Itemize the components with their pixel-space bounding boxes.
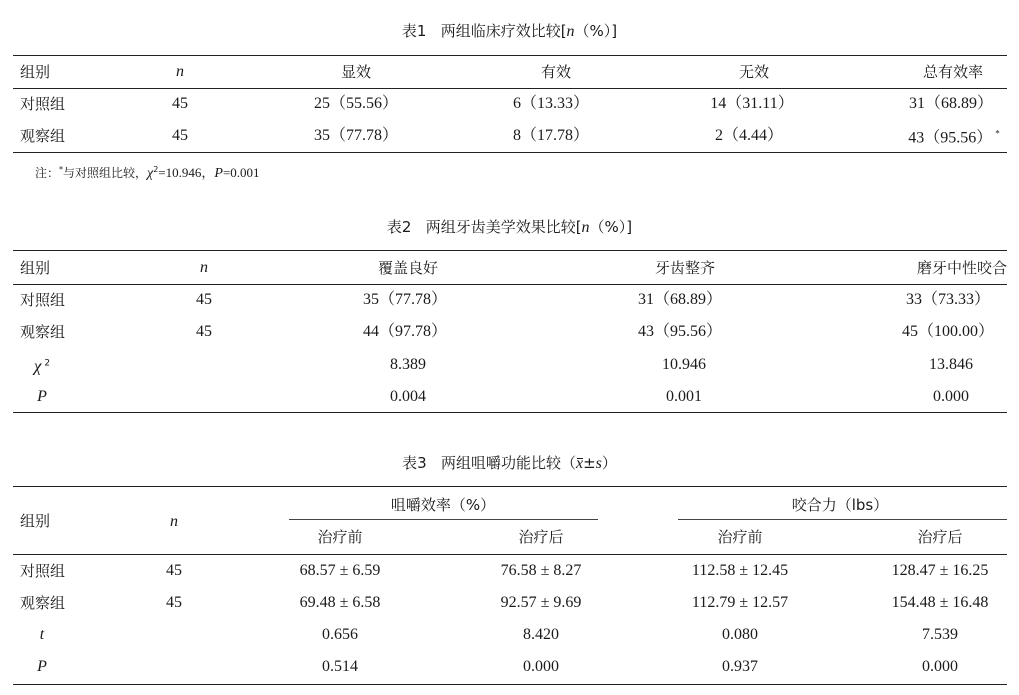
- table2-row1-c1: 35（77.78）: [362, 291, 448, 308]
- table1-label: 表1: [401, 22, 427, 40]
- table2-row2-group: 观察组: [20, 323, 66, 341]
- table3-row2-v2: 92.57 ± 9.69: [500, 594, 582, 611]
- chi-symbol: χ: [33, 356, 42, 376]
- table3-p-label: P: [37, 658, 47, 675]
- table1-row2-c4: [908, 124, 1000, 149]
- table3-t-v4: 7.539: [922, 626, 958, 643]
- table2-title-post: （%）]: [589, 218, 633, 236]
- table3-t-label: t: [39, 626, 45, 643]
- table2-row1-c3: 33（73.33）: [905, 291, 991, 308]
- table3-row2-v1: 69.48 ± 6.58: [299, 594, 381, 611]
- table2-chi-label: [34, 354, 50, 377]
- table2-row2-c2: 43（95.56）: [637, 323, 723, 340]
- table1-row2-n: 45: [172, 127, 188, 144]
- table3-title-post: ）: [601, 454, 617, 472]
- table2-label: 表2: [386, 218, 412, 236]
- table1-note: [35, 162, 260, 182]
- table3-header-group: 组别: [20, 512, 51, 530]
- table1-header-markedly: 显效: [340, 63, 372, 81]
- table2-row2-n: 45: [196, 323, 212, 340]
- table3-row1-v3: 112.58 ± 12.45: [691, 562, 789, 579]
- table3-row1-group: 对照组: [20, 562, 66, 580]
- note-chi-value: =10.946，: [158, 165, 215, 180]
- table2-title-pre: 两组牙齿美学效果比较[: [425, 218, 582, 236]
- table1-row1-group: 对照组: [20, 95, 66, 113]
- table1-title-n: n: [566, 23, 575, 40]
- note-text: 与对照组比较，: [63, 166, 148, 180]
- note-p-value: =0.001: [222, 165, 260, 180]
- table2-p-label: P: [37, 388, 47, 405]
- table2-header-rule: [13, 284, 1007, 285]
- table1-row1-c4: 31（68.89）: [908, 95, 994, 112]
- table3-t-v1: 0.656: [322, 626, 358, 643]
- table1-title-pre: 两组临床疗效比较[: [440, 22, 567, 40]
- chi-square-exponent: 2: [44, 358, 51, 369]
- table2-header-occlusion: 磨牙中性咬合: [916, 259, 1007, 277]
- table3-span-rule-1: [289, 519, 598, 520]
- table1-title-post: （%）]: [574, 22, 618, 40]
- note-p: P: [214, 166, 223, 181]
- table2-row1-c2: 31（68.89）: [637, 291, 723, 308]
- table1-header-rule: [13, 88, 1007, 89]
- table1-caption: [0, 21, 1019, 42]
- table1-row2-c1: 35（77.78）: [313, 127, 399, 144]
- table3-p-v2: 0.000: [523, 658, 559, 675]
- table3-caption: [0, 453, 1019, 474]
- table3-span-chewing: 咀嚼效率（%）: [390, 496, 496, 514]
- table1-top-rule: [13, 55, 1007, 56]
- table2-caption: [0, 217, 1019, 238]
- table1-header-total: 总有效率: [922, 63, 984, 81]
- table3-t-v2: 8.420: [523, 626, 559, 643]
- table3-span-rule-2: [678, 519, 1007, 520]
- table3-sub-pre-1: 治疗前: [317, 528, 363, 546]
- table3-row2-group: 观察组: [20, 594, 66, 612]
- table2-header-group: 组别: [20, 259, 51, 277]
- table2-chi-c2: 10.946: [662, 356, 706, 373]
- table2-header-coverage: 覆盖良好: [377, 259, 439, 277]
- table1-header-effective: 有效: [540, 63, 572, 81]
- table1-row1-c1: 25（55.56）: [313, 95, 399, 112]
- table2-row1-group: 对照组: [20, 291, 66, 309]
- table2-p-c2: 0.001: [666, 388, 702, 405]
- table1-row2-c3: 2（4.44）: [714, 127, 784, 144]
- table1-row1-c2: 6（13.33）: [512, 95, 590, 112]
- table2-chi-c3: 13.846: [929, 356, 973, 373]
- table3-title-pm: ±: [583, 454, 596, 472]
- table3-sub-pre-2: 治疗前: [717, 528, 763, 546]
- table3-title-xbar: x: [575, 455, 584, 472]
- table2-header-n: n: [200, 259, 208, 276]
- table3-span-bite-force: 咬合力（lbs）: [791, 496, 889, 514]
- table1-row2-group: 观察组: [20, 127, 66, 145]
- table2-title-n: n: [581, 219, 590, 236]
- table3-t-v3: 0.080: [722, 626, 758, 643]
- table1-row2-c2: 8（17.78）: [512, 127, 590, 144]
- table3-header-n: n: [170, 513, 178, 530]
- table3-p-v3: 0.937: [722, 658, 758, 675]
- note-mark: *: [59, 165, 64, 174]
- table2-p-c1: 0.004: [390, 388, 426, 405]
- table1-header-n: n: [176, 63, 184, 80]
- table1-row1-c3: 14（31.11）: [710, 95, 794, 112]
- table2-chi-c1: 8.389: [390, 356, 426, 373]
- table3-header-rule: [13, 554, 1007, 555]
- table3-row2-v3: 112.79 ± 12.57: [691, 594, 789, 611]
- table3-p-v4: 0.000: [922, 658, 958, 675]
- table2-header-alignment: 牙齿整齐: [654, 259, 716, 277]
- significance-mark: *: [995, 128, 1000, 139]
- table3-label: 表3: [402, 454, 427, 472]
- table2-bottom-rule: [13, 412, 1007, 413]
- table3-title-pre: 两组咀嚼功能比较（: [440, 454, 576, 472]
- table1-header-group: 组别: [20, 63, 51, 81]
- table3-row1-v4: 128.47 ± 16.25: [891, 562, 989, 579]
- table3-row1-v1: 68.57 ± 6.59: [299, 562, 381, 579]
- table3-sub-post-2: 治疗后: [917, 528, 963, 546]
- table1-bottom-rule: [13, 152, 1007, 153]
- table3-row1-n: 45: [166, 562, 182, 579]
- note-chi-square: 2: [153, 165, 159, 174]
- table2-row2-c1: 44（97.78）: [362, 323, 448, 340]
- table2-row2-c3: 45（100.00）: [901, 323, 995, 340]
- table3-row2-v4: 154.48 ± 16.48: [891, 594, 989, 611]
- note-chi: χ: [147, 166, 154, 181]
- table3-title-s: s: [595, 455, 602, 472]
- table2-top-rule: [13, 250, 1007, 251]
- table1-row1-n: 45: [172, 95, 188, 112]
- table2-row1-n: 45: [196, 291, 212, 308]
- table3-bottom-rule: [13, 684, 1007, 685]
- table3-p-v1: 0.514: [322, 658, 358, 675]
- note-lead: 注：: [35, 166, 60, 180]
- table1-header-ineffective: 无效: [738, 63, 770, 81]
- table3-row2-n: 45: [166, 594, 182, 611]
- table3-sub-post-1: 治疗后: [518, 528, 564, 546]
- table3-row1-v2: 76.58 ± 8.27: [500, 562, 582, 579]
- table1-row2-c4-value: 43（95.56）: [908, 129, 993, 147]
- table2-p-c3: 0.000: [933, 388, 969, 405]
- table3-top-rule: [13, 486, 1007, 487]
